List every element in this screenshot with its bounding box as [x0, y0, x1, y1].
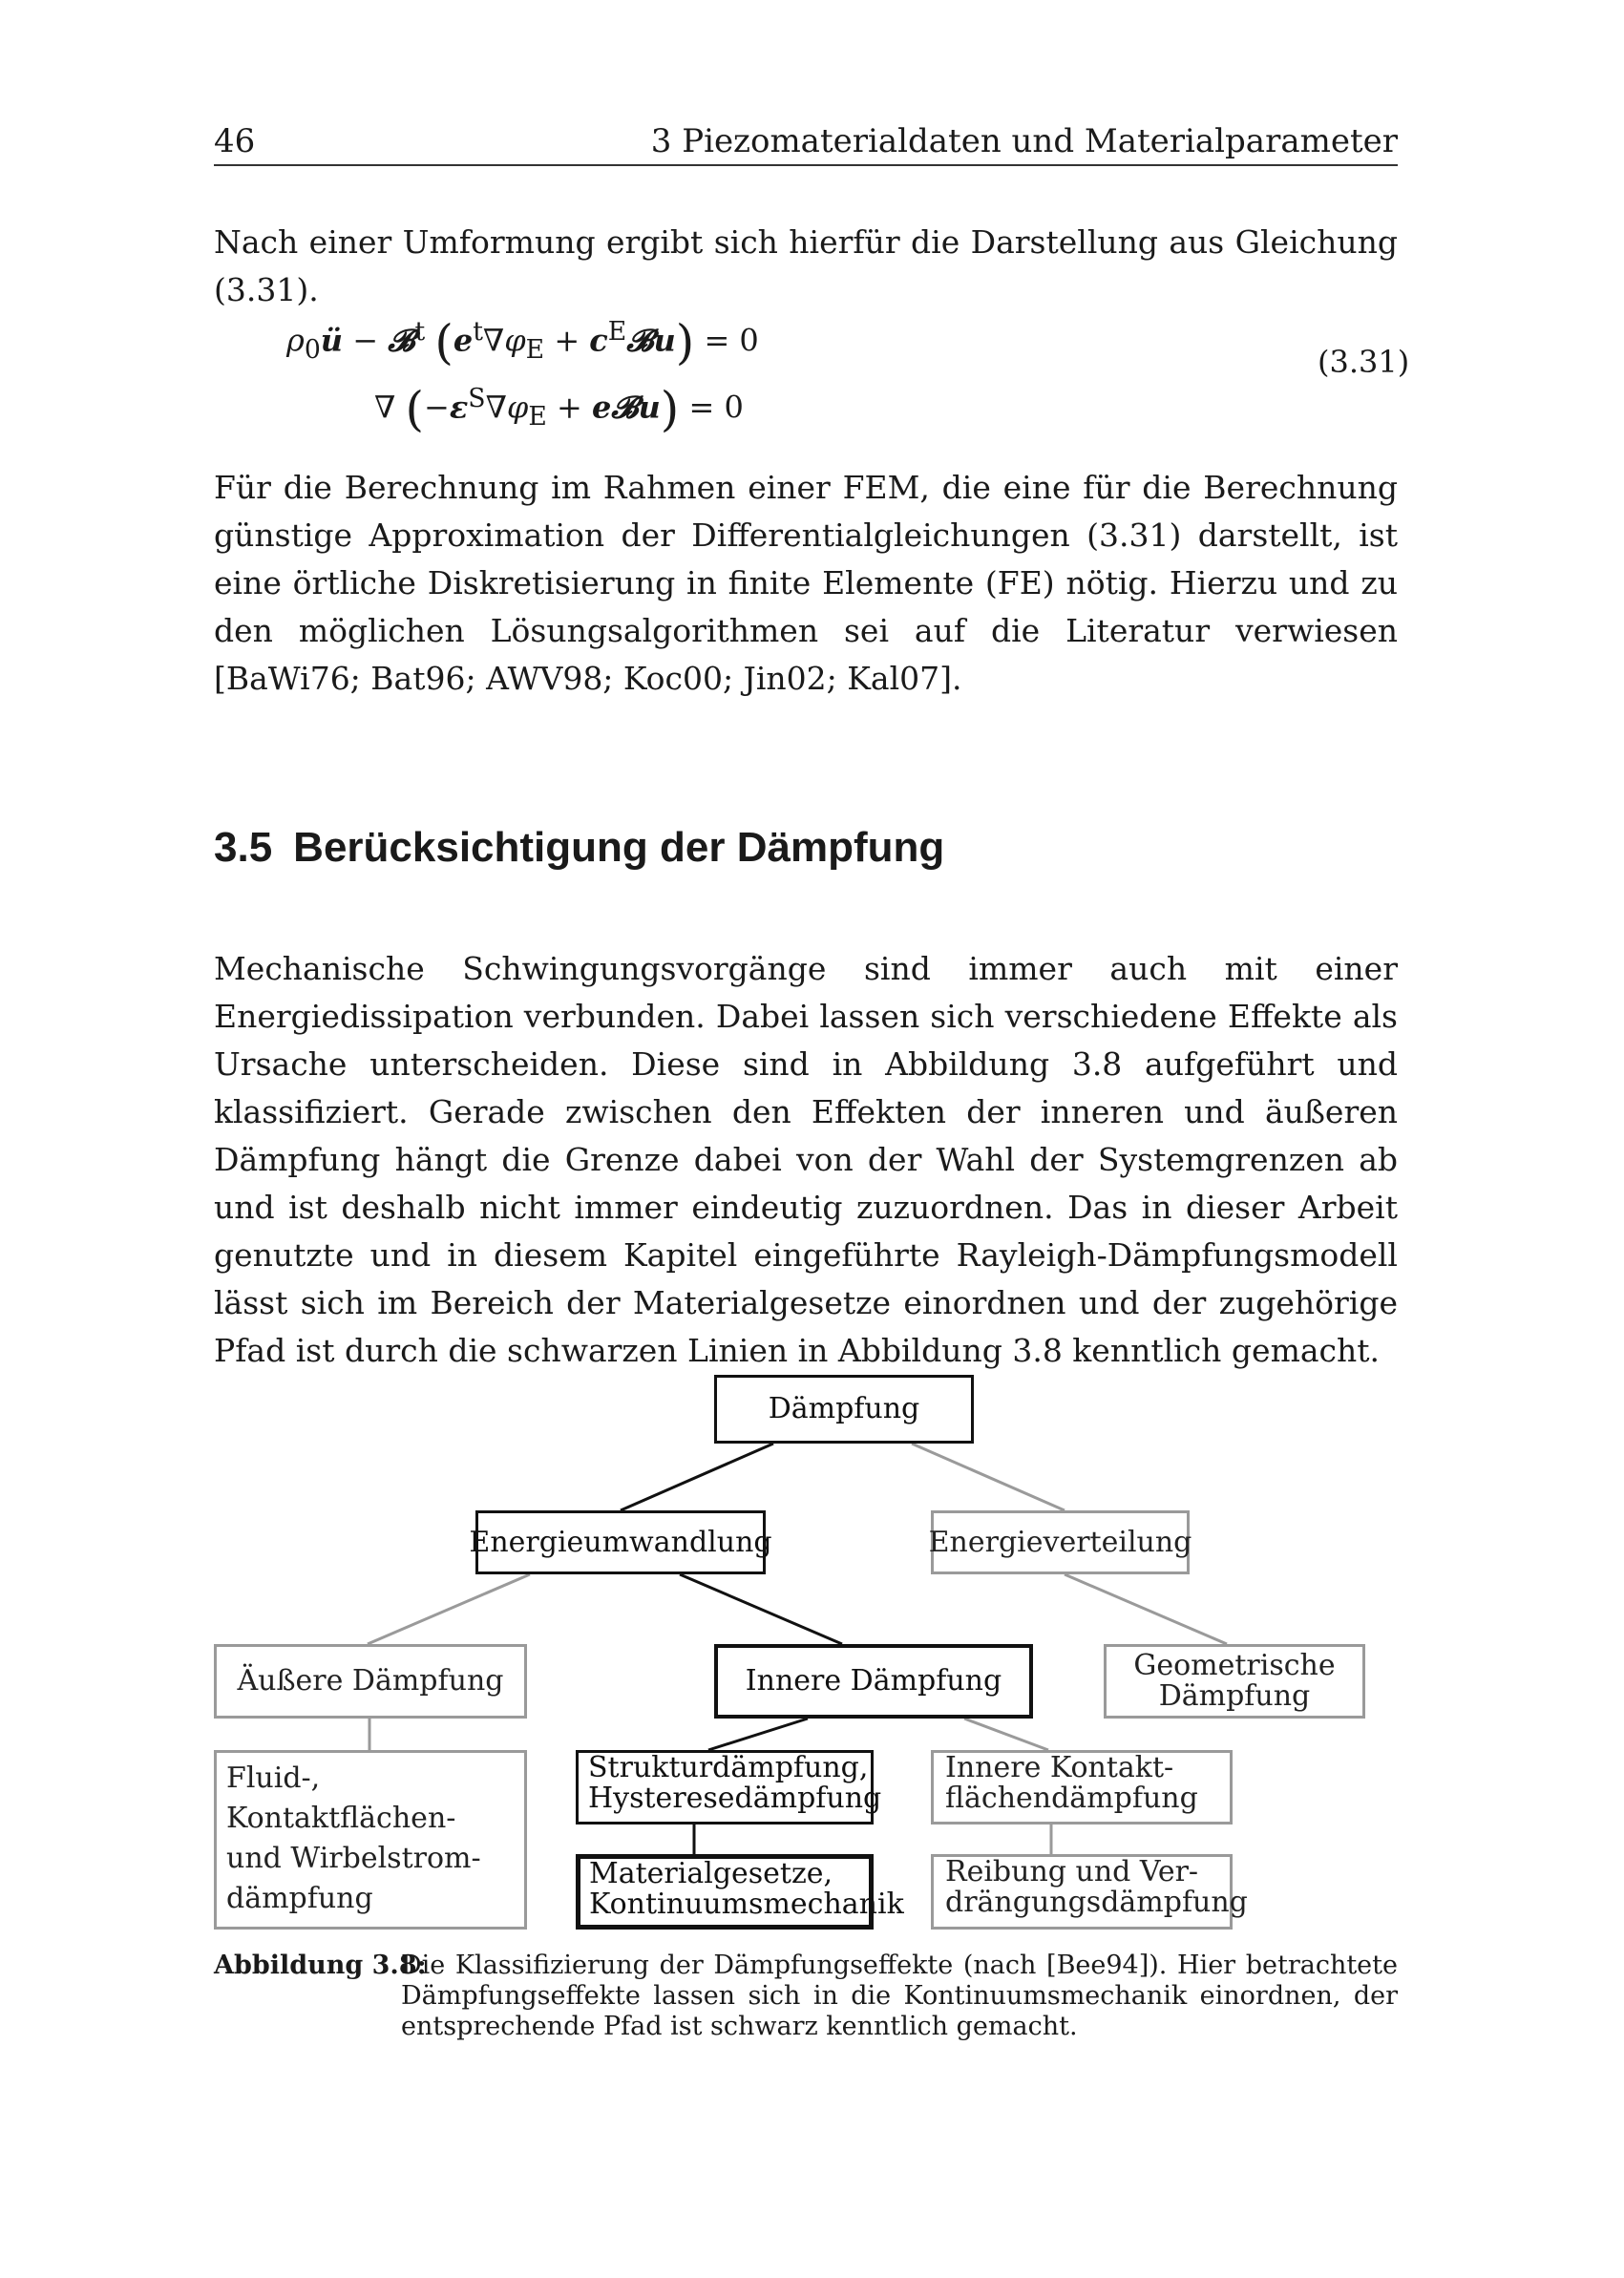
- node-material-line-1: Materialgesetze,: [589, 1857, 833, 1890]
- node-geometrische-line-1: Geometrische: [1133, 1649, 1336, 1682]
- node-geometrische-line-2: Dämpfung: [1158, 1679, 1311, 1713]
- node-energieumwandlung-label: Energieumwandlung: [469, 1525, 772, 1559]
- node-fluid-line-2: und Wirbelstrom-: [226, 1842, 481, 1875]
- node-material-line-2: Kontinuumsmechanik: [589, 1888, 904, 1921]
- node-fluid-line-1: Fluid-, Kontaktflächen-: [226, 1761, 456, 1835]
- edge-root-energieverteilung: [912, 1444, 1065, 1510]
- node-reibung-line-2: drängungsdämpfung: [945, 1886, 1248, 1919]
- node-reibung-line-1: Reibung und Ver-: [945, 1855, 1199, 1888]
- edge-energieumwandlung-aeussere: [368, 1574, 530, 1644]
- equation-line-1: $\rho_0ü$ − 𝓑$^t$ ($e^t\nabla\varphi_E$ + $c^E𝓑u) = 0$: [286, 314, 759, 370]
- node-fluid-kontakt-wirbelstrom: [214, 1750, 527, 1930]
- page-number: 46: [214, 122, 256, 160]
- node-kontakt-line-1: Innere Kontakt-: [945, 1751, 1174, 1784]
- equation-line-2-rhs: = 0: [688, 389, 744, 426]
- paragraph-damping: Mechanische Schwingungsvorgänge sind immer auch mit einer Energiedissipation verbunden. Dabei lassen sich verschiedene Effekte als Ursache unterscheiden. Diese sind in Abbildung 3.8 aufgeführt und klassifiziert. Gerade zwischen den Effekten der inneren und äußeren Dämpfung hängt die Grenze dabei von der Wahl der Systemgrenzen ab und ist deshalb nicht immer eindeutig zuzuordnen. Das in dieser Arbeit genutzte und in diesem Kapitel eingeführte Rayleigh-Dämpfungsmodell lässt sich im Bereich der Materialgesetze einordnen und der zugehörige Pfad ist durch die schwarzen Linien in Abbildung 3.8 kenntlich gemacht.: [214, 950, 1398, 1369]
- edge-energieverteilung-geometrische: [1065, 1574, 1227, 1644]
- node-daempfung: [714, 1375, 974, 1444]
- equation-line-1-rhs: = 0: [704, 322, 759, 359]
- node-fluid-line-3: dämpfung: [226, 1882, 373, 1915]
- edge-innere-struktur: [708, 1719, 808, 1750]
- paragraph-fem: Für die Berechnung im Rahmen einer FEM, die eine für die Berechnung günstige Approximation der Differentialgleichungen (3.31) darstellt, ist eine örtliche Diskretisierung in finite Elemente (FE) nötig. Hierzu und zu den möglichen Lösungsalgorithmen sei auf die Literatur verwiesen [BaWi76; Bat96; AWV98; Koc00; Jin02; Kal07].: [214, 469, 1398, 697]
- edge-innere-kontakt: [964, 1719, 1048, 1750]
- section-number: 3.5: [214, 824, 273, 871]
- node-aeussere-label: Äußere Dämpfung: [237, 1664, 504, 1698]
- node-innere-daempfung: [714, 1644, 1033, 1719]
- node-energieverteilung: [928, 1510, 1192, 1574]
- equation-line-2: ∇ ($-\varepsilon^S\nabla\varphi_E$ + e𝓑u) = 0: [374, 381, 744, 437]
- node-innere-label: Innere Dämpfung: [745, 1664, 1002, 1698]
- caption-label: Abbildung 3.8:: [214, 1951, 427, 1980]
- node-daempfung-label: Dämpfung: [768, 1392, 920, 1425]
- node-innere-kontaktflaechendaempfung: [931, 1750, 1233, 1825]
- running-title: 3 Piezomaterialdaten und Materialparameter: [650, 122, 1398, 160]
- intro-sentence: Nach einer Umformung ergibt sich hierfür die Darstellung aus Gleichung (3.31).: [214, 223, 1398, 308]
- node-reibung-verdraengung: [931, 1854, 1248, 1930]
- section-title: Berücksichtigung der Dämpfung: [293, 824, 945, 871]
- caption-text: Die Klassifizierung der Dämpfungseffekte (nach [Bee94]). Hier betrachtete Dämpfungseffekte lassen sich in die Kontinuumsmechanik einordnen, der entsprechende Pfad ist schwarz kenntlich gemacht.: [401, 1951, 1398, 2041]
- node-strukturdaempfung: [576, 1750, 882, 1825]
- node-geometrische-daempfung: [1104, 1644, 1365, 1719]
- node-energieumwandlung: [469, 1510, 772, 1574]
- node-struktur-line-1: Strukturdämpfung,: [588, 1751, 869, 1784]
- node-materialgesetze: [576, 1854, 904, 1930]
- node-struktur-line-2: Hysteresedämpfung: [588, 1782, 882, 1815]
- equation-number: (3.31): [1318, 344, 1410, 380]
- node-kontakt-line-2: flächendämpfung: [945, 1782, 1198, 1815]
- edge-energieumwandlung-innere: [680, 1574, 842, 1644]
- node-energieverteilung-label: Energieverteilung: [928, 1525, 1192, 1559]
- edge-root-energieumwandlung: [621, 1444, 773, 1510]
- node-aeussere-daempfung: [214, 1644, 527, 1719]
